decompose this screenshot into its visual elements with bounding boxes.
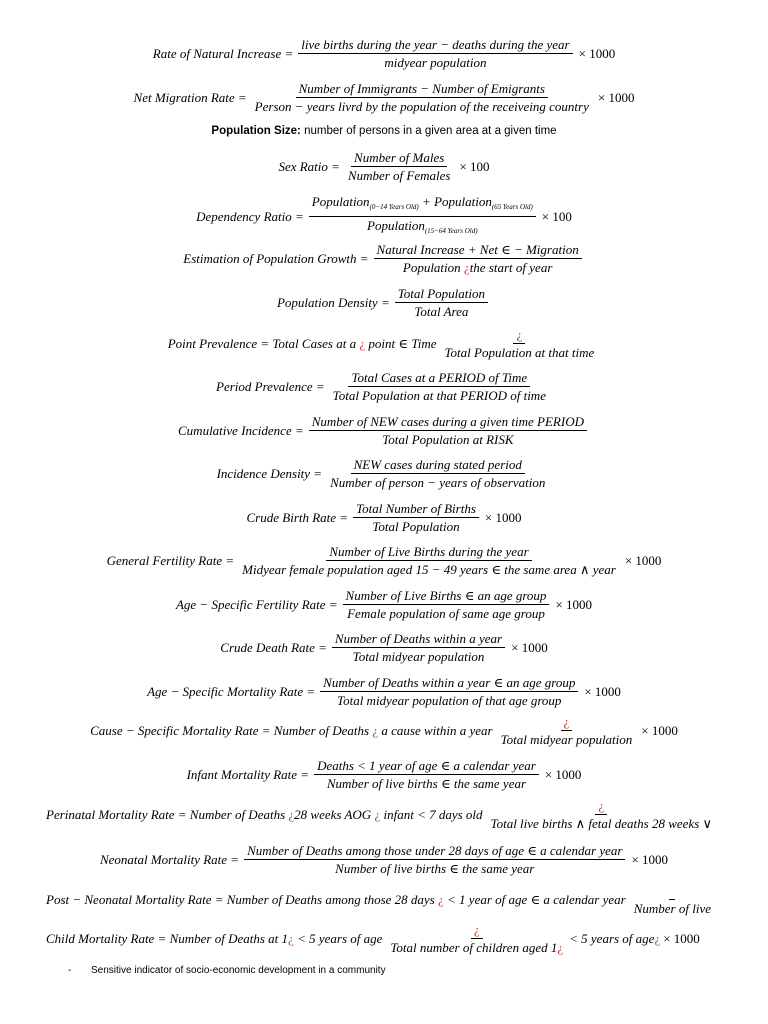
formula-rate-natural-increase [0,37,768,70]
population-size-text: number of persons in a given area at a given time [300,125,557,137]
multiplier: × 1000 [555,596,593,612]
bullet-note [68,965,386,976]
formula-lhs [46,807,483,823]
unknown-glyph: ¿ [463,260,470,275]
fraction [345,150,454,183]
formula-neonatal-mortality-rate [0,843,768,876]
fraction [239,544,619,577]
denominator: Midyear female population aged 15 − 49 years ∈ the same area ∧ year [242,562,616,577]
unknown-glyph: ¿ [372,722,379,738]
formula-lhs: Incidence Density = [216,465,323,481]
lhs-part: < 5 years of age [293,930,383,946]
numerator: Total Population [395,286,488,303]
formula-point-prevalence [0,327,768,360]
denominator: Number of live [633,901,711,916]
unknown-glyph: ¿ [654,930,661,946]
formula-crude-birth-rate [0,501,768,534]
multiplier: × 1000 [584,683,621,699]
multiplier: × 1000 [624,552,662,568]
formula-period-prevalence [0,370,768,403]
lhs-part: Perinatal Mortality Rate = Number of Deaths [46,806,289,822]
trailing-text: < 5 years of age [569,930,655,946]
formula-lhs [168,336,437,352]
numerator: Number of Live Births during the year [326,544,531,561]
formula-dependency-ratio [0,194,768,239]
subscript: (15−64 Years Old) [424,227,478,235]
formula-post-neonatal-mortality-rate [46,883,717,916]
formula-incidence-density [0,457,768,490]
fraction [395,286,488,319]
fraction [442,327,598,360]
fraction [314,758,539,791]
fraction [298,37,572,70]
formula-cumulative-incidence [0,414,768,447]
fraction [498,714,636,747]
formula-lhs: Neonatal Mortality Rate = [99,851,240,867]
lhs-part: infant < 7 days old [380,806,483,822]
denominator-part: the start of year [469,260,553,275]
numerator: Total Number of Births [353,501,479,518]
fraction [252,81,592,114]
formula-lhs [46,931,382,947]
formula-lhs: Crude Death Rate = [220,639,327,655]
multiplier: × 1000 [578,45,616,61]
numerator: ¿ [513,327,525,344]
formula-age-specific-mortality-rate [0,675,768,708]
numerator: ¿ [471,922,483,939]
formula-lhs: General Fertility Rate = [106,552,235,568]
formula-lhs: Dependency Ratio = [196,208,304,224]
denominator: Total Population at RISK [382,432,514,447]
lhs-part: Child Mortality Rate = Number of Deaths at 1 [46,930,289,946]
denominator: Total Population [372,519,460,534]
denominator: Female population of same age group [347,606,545,621]
fraction [631,883,714,916]
formula-child-mortality-rate [46,922,700,955]
numerator: Total Cases at a PERIOD of Time [348,370,530,387]
formula-perinatal-mortality-rate [46,798,718,831]
numerator: NEW cases during stated period [351,457,525,474]
numerator: Number of Deaths among those under 28 days of age ∈ a calendar year [244,843,625,860]
multiplier: × 1000 [544,766,582,782]
numerator [309,194,536,217]
formula-age-specific-fertility-rate [0,588,768,621]
lhs-part: a cause within a year [378,722,493,738]
bullet-dash: - [68,965,72,976]
denominator: Total Population at that time [444,345,595,360]
fraction [309,414,587,447]
numerator: ¿ [561,714,573,731]
formula-net-migration-rate [0,81,768,114]
fraction [320,675,578,708]
denominator: Total midyear population [352,649,485,664]
subscript: (0−14 Years Old) [369,203,419,211]
denominator: Total midyear population of that age group [337,693,562,708]
lhs-part: Cause − Specific Mortality Rate = Number of Deaths [90,722,373,738]
fraction [353,501,479,534]
unknown-glyph: ¿ [288,806,295,822]
fraction [330,370,549,403]
numerator: ¿ [595,798,607,815]
lhs-part: Post − Neonatal Mortality Rate = Number of Deaths among those 28 days [46,891,438,907]
multiplier: × 1000 [511,639,548,655]
population-size-definition [0,125,768,137]
denominator: Number of Females [347,168,451,183]
unknown-glyph: ¿ [359,335,366,351]
plus-sign: + [418,194,435,209]
lhs-part: point ∈ Time [365,335,437,351]
formula-lhs: Crude Birth Rate = [246,509,349,525]
formula-population-density [0,286,768,319]
lhs-part: 28 weeks AOG [294,806,375,822]
multiplier: × 1000 [631,851,669,867]
numerator: Deaths < 1 year of age ∈ a calendar year [314,758,539,775]
multiplier: × 1000 [641,722,678,738]
unknown-glyph: ¿ [557,940,564,955]
fraction [374,242,582,275]
fraction [244,843,625,876]
denominator: Total Area [414,304,469,319]
formula-lhs: Estimation of Population Growth = [183,250,369,266]
formula-lhs: Age − Specific Fertility Rate = [175,596,338,612]
denominator: midyear population [384,55,487,70]
formula-lhs: Period Prevalence = [216,378,325,394]
denominator: Number of live births ∈ the same year [326,776,527,791]
multiplier: × 1000 [484,509,522,525]
denominator-part: Total number of children aged 1 [390,940,558,955]
denominator: Person − years livrd by the population of the receiveing country [254,99,589,114]
formula-estimation-population-growth [0,242,768,275]
denominator-term: Population [367,218,425,233]
fraction [488,798,715,831]
multiplier: × 1000 [663,930,700,946]
unknown-glyph: ¿ [374,806,381,822]
population-size-label: Population Size: [211,125,301,137]
formula-lhs: Infant Mortality Rate = [186,766,310,782]
formula-lhs: Population Density = [276,294,390,310]
denominator: Number of live births ∈ the same year [335,861,535,876]
unknown-glyph: ¿ [288,930,294,946]
numerator: Number of Deaths within a year ∈ an age group [320,675,578,692]
formula-general-fertility-rate [0,544,768,577]
subscript: (65 Years Old) [491,203,533,211]
formula-lhs: Rate of Natural Increase = [152,45,294,61]
multiplier: × 100 [459,158,490,174]
numerator [669,883,675,900]
formula-lhs: Net Migration Rate = [133,89,247,105]
denominator: Total live births ∧ fetal deaths 28 weeks ∨ [490,816,713,831]
formula-infant-mortality-rate [0,758,768,791]
formula-sex-ratio [0,150,768,183]
formula-lhs: Sex Ratio = [278,158,340,174]
numerator: Number of Live Births ∈ an age group [343,588,550,605]
multiplier: × 1000 [597,89,635,105]
numerator: Number of NEW cases during a given time PERIOD [309,414,587,431]
fraction [332,631,505,664]
formula-lhs [90,723,492,739]
fraction [309,194,536,239]
formula-cause-specific-mortality-rate [0,714,768,747]
bullet-text: Sensitive indicator of socio-economic development in a community [91,965,386,976]
numerator: Number of Immigrants − Number of Emigrants [296,81,548,98]
denominator [400,259,556,275]
denominator: Total Population at that PERIOD of time [332,388,546,403]
numerator: Number of Deaths within a year [332,631,505,648]
fraction [387,922,566,955]
fraction [327,457,548,490]
formula-lhs [46,892,626,908]
formula-lhs: Cumulative Incidence = [178,422,304,438]
multiplier: × 100 [541,208,572,224]
unknown-glyph: ¿ [438,891,444,907]
lhs-part: < 1 year of age ∈ a calendar year [443,891,626,907]
lhs-part: Point Prevalence = Total Cases at a [167,335,360,351]
fraction [343,588,550,621]
numerator: Natural Increase + Net ∈ − Migration [374,242,582,259]
denominator: Total midyear population [500,732,633,747]
denominator [364,217,480,239]
denominator-part: Population [402,260,464,275]
numerator-term: Population [311,194,370,209]
denominator: Number of person − years of observation [330,475,546,490]
numerator: Number of Males [351,150,447,167]
numerator: live births during the year − deaths during the year [298,37,572,54]
numerator-term: Population [434,194,492,209]
formula-lhs: Age − Specific Mortality Rate = [147,683,316,699]
formula-crude-death-rate [0,631,768,664]
denominator [387,939,566,955]
